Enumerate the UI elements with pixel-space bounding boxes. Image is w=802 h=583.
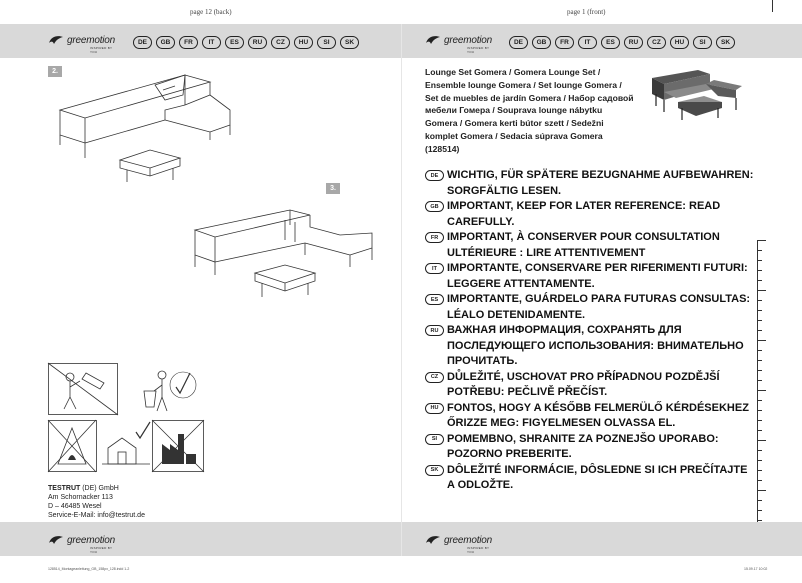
language-code-badge: SI	[425, 434, 444, 445]
ruler-tick	[758, 510, 762, 511]
brand-name: greemotion	[67, 534, 116, 546]
language-code-badge: FR	[425, 232, 444, 243]
ruler-tick	[758, 300, 762, 301]
language-code-badge: HU	[425, 403, 444, 414]
ruler-tick	[758, 490, 766, 491]
lang-pill: SK	[716, 36, 735, 49]
lang-pill: GB	[156, 36, 175, 49]
language-code-badge: IT	[425, 263, 444, 274]
language-code-badge: CZ	[425, 372, 444, 383]
brand-tagline: INSPIRED BY YOU	[90, 46, 113, 54]
greemotion-logo-icon	[48, 534, 64, 546]
warning-text: DŮLEŽITÉ, USCHOVAT PRO PŘÍPADNOU POZDĚJŠÍ POTŘEBU: PEČLIVĚ PŘEČÍST.	[447, 370, 720, 398]
greemotion-logo-icon	[425, 534, 441, 546]
lang-pill: DE	[133, 36, 152, 49]
ruler-tick	[758, 330, 762, 331]
lang-pill: SI	[693, 36, 712, 49]
ruler-tick	[758, 250, 762, 251]
page-divider	[401, 24, 402, 556]
lang-pill: CZ	[647, 36, 666, 49]
step-3-badge: 3.	[326, 183, 340, 194]
warning-item	[425, 261, 755, 292]
brand-name: greemotion	[444, 34, 493, 46]
brand-tagline: INSPIRED BY YOU	[90, 546, 113, 554]
left-page-label: page 12 (back)	[190, 8, 232, 16]
ruler-tick	[758, 460, 762, 461]
ruler-tick	[758, 350, 762, 351]
warning-item	[425, 199, 755, 230]
greemotion-logo-icon	[48, 34, 64, 46]
lang-pill: SI	[317, 36, 336, 49]
crop-mark	[772, 0, 773, 12]
warning-item	[425, 230, 755, 261]
company-name: TESTRUT	[48, 485, 81, 492]
lang-pill: GB	[532, 36, 551, 49]
ruler-tick	[758, 480, 762, 481]
warning-text: IMPORTANT, À CONSERVER POUR CONSULTATION ULTÉRIEURE : LIRE ATTENTIVEMENT	[447, 231, 720, 259]
brand-name: greemotion	[444, 534, 493, 546]
ruler-tick	[758, 310, 762, 311]
ruler-tick	[758, 380, 762, 381]
house-check-icon	[100, 420, 152, 472]
lang-pill: DE	[509, 36, 528, 49]
warning-text: DÔLEŽITÉ INFORMÁCIE, DÔSLEDNE SI ICH PREČÍTAJTE A ODLOŽTE.	[447, 463, 748, 491]
ruler-tick	[758, 280, 762, 281]
language-code-badge: DE	[425, 170, 444, 181]
ruler-tick	[758, 470, 762, 471]
print-slug-left: 128514_Montageanleitung_GB_158px_128.indd 1-2	[48, 567, 130, 571]
language-code-badge: SK	[425, 465, 444, 476]
lang-pill: SK	[340, 36, 359, 49]
service-email-line: Service-E-Mail: info@testrut.de	[48, 512, 145, 519]
ruler-tick	[758, 440, 766, 441]
greemotion-logo-icon	[425, 34, 441, 46]
warning-item	[425, 370, 755, 401]
warning-text: FONTOS, HOGY A KÉSŐBB FELMERÜLŐ KÉRDÉSEKHEZ ŐRIZZE MEG: FIGYELMESEN OLVASSA EL.	[447, 401, 749, 429]
brand-tagline: INSPIRED BY YOU	[467, 546, 490, 554]
step-2-badge: 2.	[48, 66, 62, 77]
lang-pill: ES	[225, 36, 244, 49]
warning-text: IMPORTANTE, GUÁRDELO PARA FUTURAS CONSULTAS: LÉALO DETENIDAMENTE.	[447, 293, 751, 321]
ruler-tick	[758, 240, 766, 241]
language-row-right	[509, 36, 735, 49]
ruler-tick	[758, 270, 762, 271]
company-address	[48, 484, 145, 520]
lang-pill: HU	[670, 36, 689, 49]
factory-warning-icon	[152, 420, 204, 472]
waste-bin-icon	[130, 363, 200, 415]
lang-pill: IT	[578, 36, 597, 49]
product-title: Lounge Set Gomera / Gomera Lounge Set / Ensemble lounge Gomera / Set lounge Gomera / Set de muebles de jardín Gomera / Набор садовой мебели Гомера / Souprava lounge nábytku Gomera / Gomera kerti bútor szett / Sedežni komplet Gomera / Sedacia súprava Gomera (128514)	[425, 67, 634, 154]
print-ruler	[757, 240, 767, 522]
ruler-tick	[758, 370, 762, 371]
ruler-tick	[758, 340, 766, 341]
brand-right	[425, 34, 493, 54]
lang-pill: FR	[555, 36, 574, 49]
lang-pill: IT	[202, 36, 221, 49]
ruler-tick	[758, 410, 762, 411]
step-3-illustration	[190, 195, 380, 315]
lang-pill: CZ	[271, 36, 290, 49]
warning-item	[425, 323, 755, 370]
ruler-tick	[758, 390, 766, 391]
brand-name: greemotion	[67, 34, 116, 46]
right-page-label: page 1 (front)	[567, 8, 606, 16]
warning-item	[425, 292, 755, 323]
ruler-tick	[758, 520, 762, 521]
ruler-tick	[758, 500, 762, 501]
warning-item	[425, 168, 755, 199]
language-code-badge: ES	[425, 294, 444, 305]
brand-left	[48, 34, 116, 54]
brand-tagline: INSPIRED BY YOU	[467, 46, 490, 54]
company-suffix: (DE) GmbH	[80, 485, 119, 492]
warning-text: IMPORTANT, KEEP FOR LATER REFERENCE: READ CAREFULLY.	[447, 200, 721, 228]
ruler-tick	[758, 420, 762, 421]
ruler-tick	[758, 260, 762, 261]
language-row-left	[133, 36, 359, 49]
ruler-tick	[758, 430, 762, 431]
lang-pill: ES	[601, 36, 620, 49]
ruler-tick	[758, 320, 762, 321]
lang-pill: RU	[248, 36, 267, 49]
language-code-badge: RU	[425, 325, 444, 336]
language-code-badge: GB	[425, 201, 444, 212]
warning-text: WICHTIG, FÜR SPÄTERE BEZUGNAHME AUFBEWAHREN: SORGFÄLTIG LESEN.	[447, 169, 754, 197]
company-line	[48, 484, 145, 493]
ruler-tick	[758, 450, 762, 451]
lang-pill: HU	[294, 36, 313, 49]
street-line: Am Schornacker 113	[48, 494, 113, 501]
city-line: D – 46485 Wesel	[48, 503, 102, 510]
lang-pill: FR	[179, 36, 198, 49]
ruler-tick	[758, 360, 762, 361]
brand-footer-right	[425, 534, 493, 554]
ruler-tick	[758, 400, 762, 401]
print-slug-right: 15.09.17 10:02	[744, 567, 768, 571]
warning-item	[425, 432, 755, 463]
product-photo	[648, 64, 744, 126]
warning-text: ВАЖНАЯ ИНФОРМАЦИЯ, СОХРАНЯТЬ ДЛЯ ПОСЛЕДУЮЩЕГО ИСПОЛЬЗОВАНИЯ: ВНИМАТЕЛЬНО ПРОЧИТАТЬ.	[447, 324, 744, 367]
warning-list	[425, 168, 755, 494]
warning-text: IMPORTANTE, CONSERVARE PER RIFERIMENTI FUTURI: LEGGERE ATTENTAMENTE.	[447, 262, 748, 290]
step-2-illustration	[55, 70, 235, 190]
warning-item	[425, 463, 755, 494]
brand-footer-left	[48, 534, 116, 554]
lang-pill: RU	[624, 36, 643, 49]
warning-text: POMEMBNO, SHRANITE ZA POZNEJŠO UPORABO: POZORNO PREBERITE.	[447, 432, 719, 460]
ruler-tick	[758, 290, 766, 291]
warning-item	[425, 401, 755, 432]
recycle-warning-icon	[48, 363, 118, 415]
